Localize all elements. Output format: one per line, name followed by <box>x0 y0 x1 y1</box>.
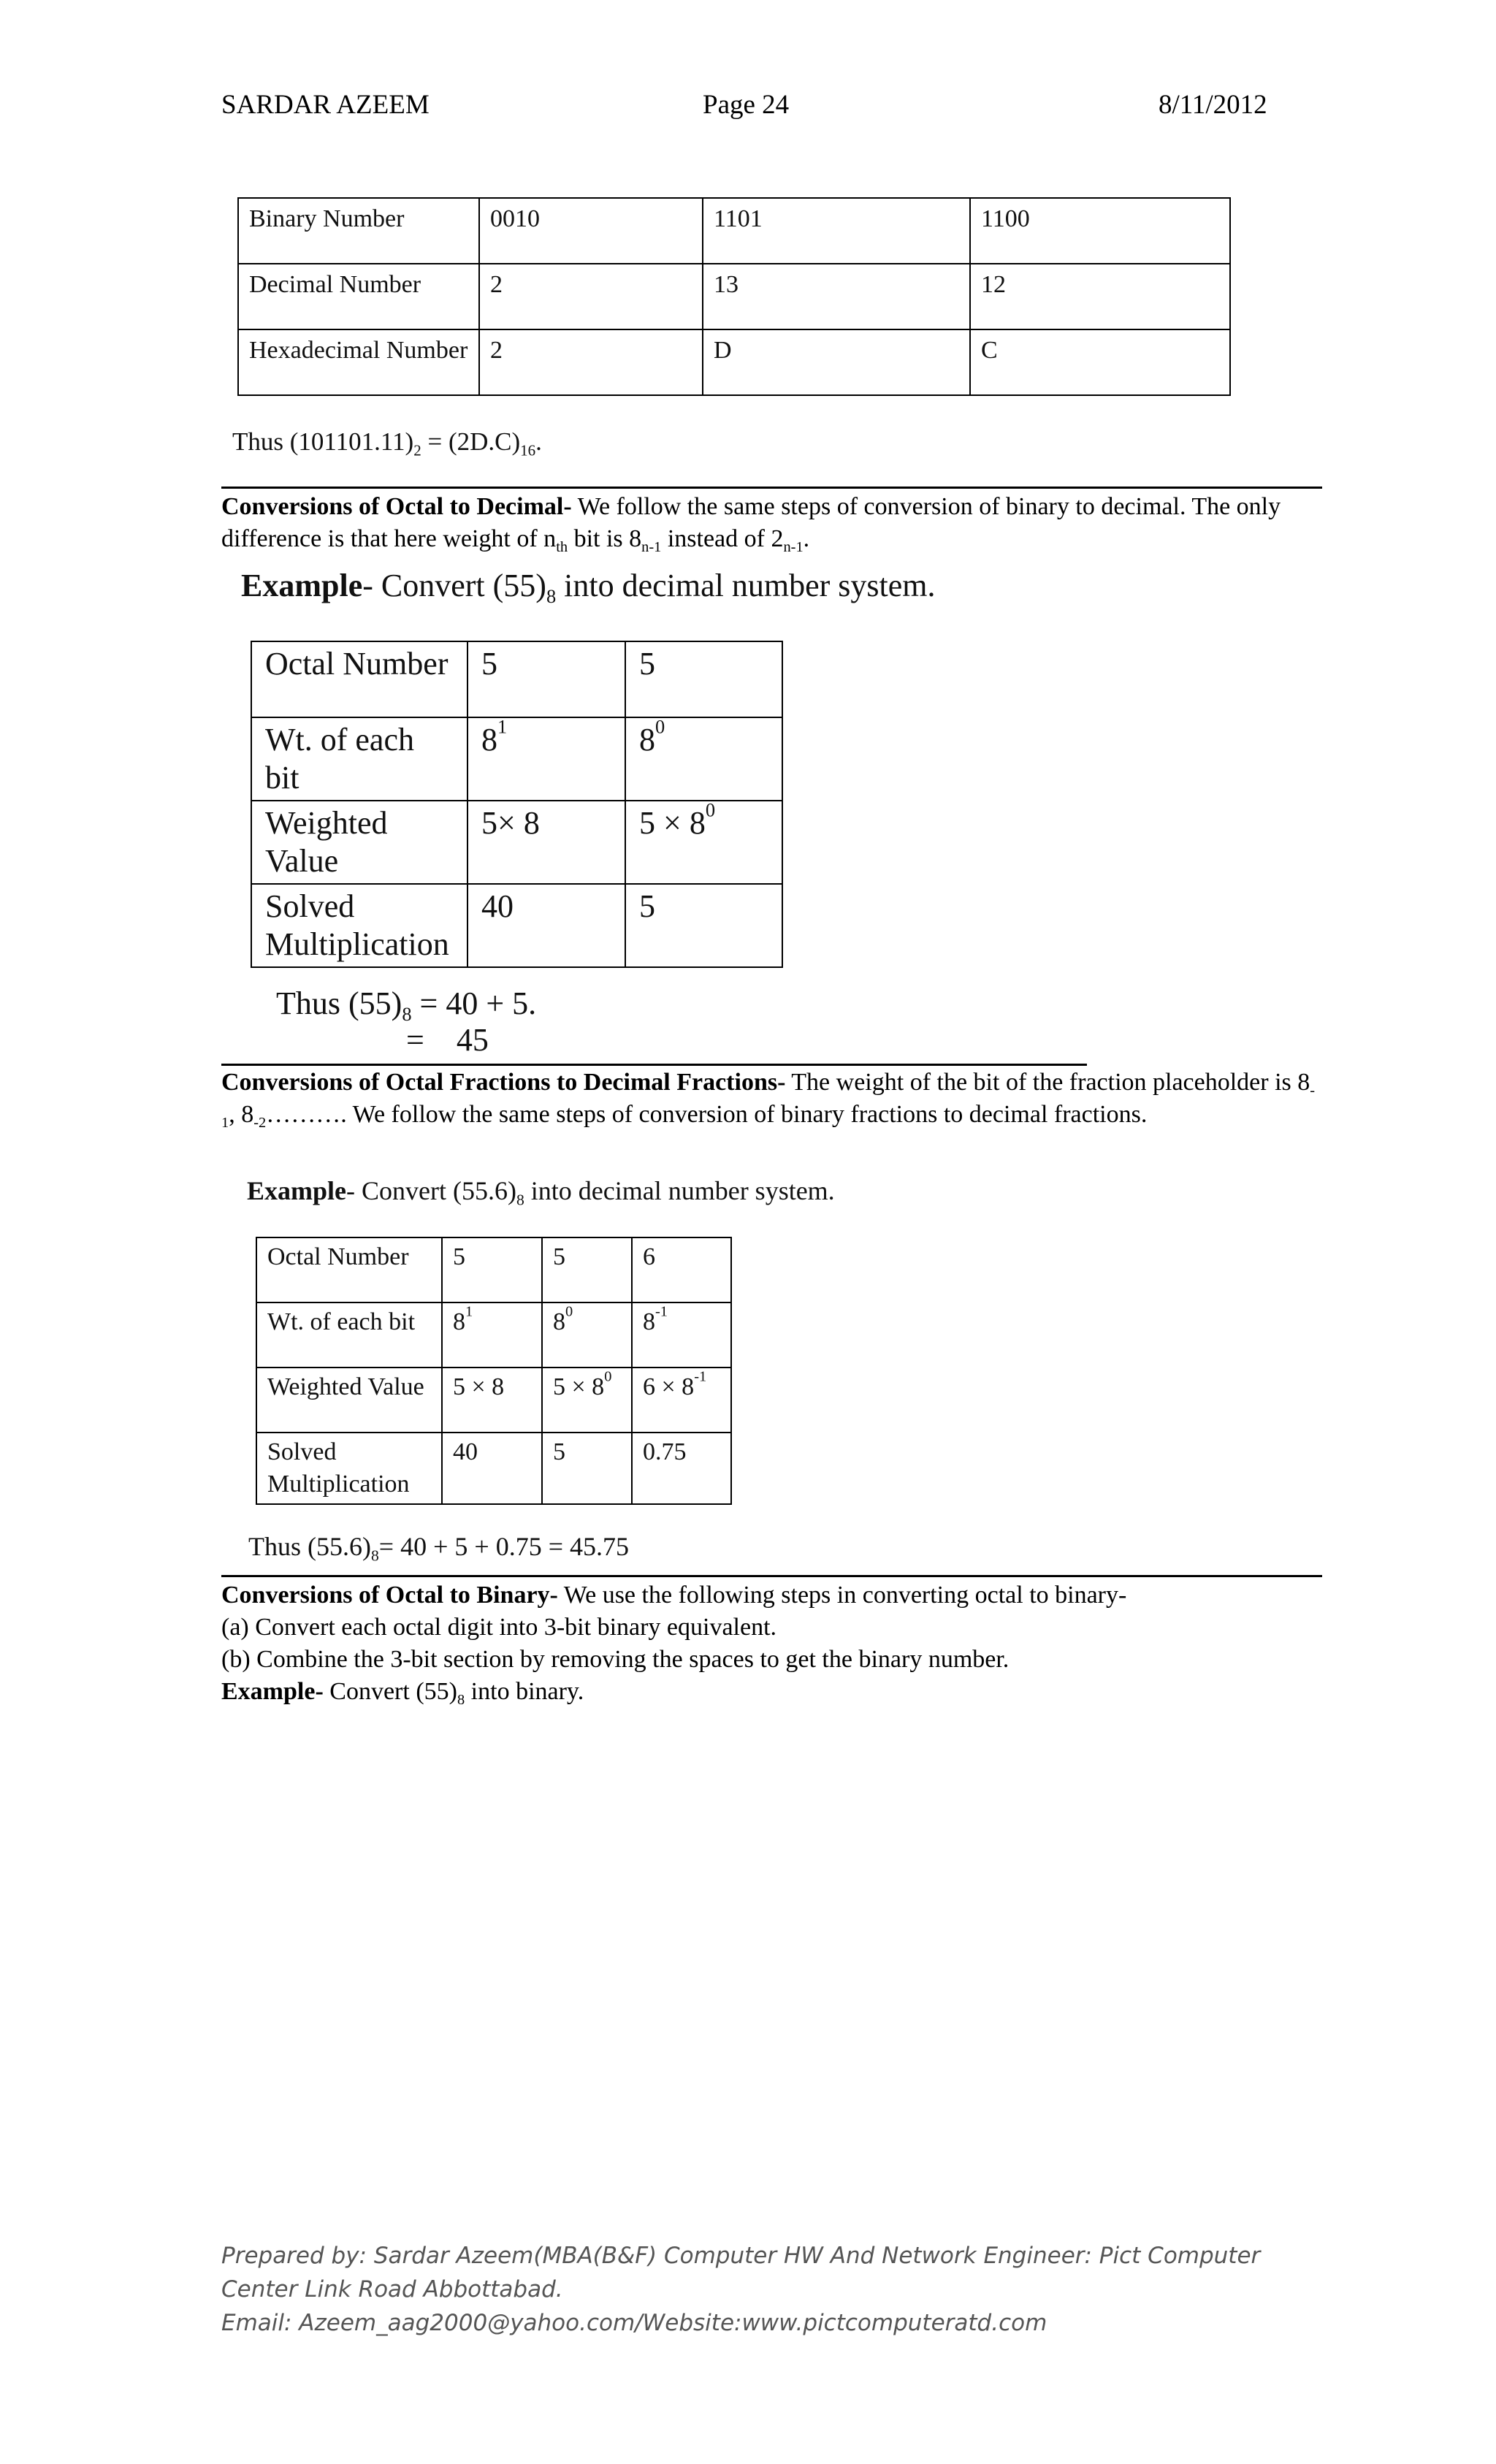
table-cell: Weighted Value <box>251 801 468 884</box>
table-cell: 5 × 8 <box>442 1368 542 1433</box>
table-cell: D <box>703 329 970 395</box>
table-cell: Octal Number <box>251 641 468 717</box>
hex-result: Thus $(101101.11)_2 = (2D.C)_{16}$. <box>232 427 542 459</box>
table-cell: 2 <box>479 329 703 395</box>
octal-decimal-result-line1: Thus $(55)_8 = 40 + 5$. <box>276 985 537 1026</box>
table-cell: 1100 <box>970 198 1230 264</box>
table-cell: 5 <box>542 1237 632 1302</box>
table-cell: 5 <box>542 1433 632 1504</box>
table-cell: 13 <box>703 264 970 329</box>
octal-decimal-result-line2: = 45 <box>406 1022 489 1058</box>
table-row <box>256 1368 731 1433</box>
table-cell: Wt. of each bit <box>256 1302 442 1368</box>
table-row <box>251 717 782 801</box>
header-page: Page 24 <box>703 90 790 120</box>
table-row <box>251 641 782 717</box>
table-row <box>251 801 782 884</box>
octal-binary-paragraph <box>221 1579 1317 1708</box>
octal-binary-step-a: (a) Convert each octal digit into 3-bit binary equivalent. <box>221 1614 777 1641</box>
table-cell: Solved Multiplication <box>256 1433 442 1504</box>
table-cell: 40 <box>468 884 625 967</box>
table-cell: 5 <box>442 1237 542 1302</box>
table-cell: $8^0$ <box>625 717 782 801</box>
table-cell: Octal Number <box>256 1237 442 1302</box>
hex-table <box>237 197 1231 396</box>
section-heading: Conversions of Octal to Binary- <box>221 1582 558 1609</box>
table-cell: 5 <box>625 884 782 967</box>
table-cell: Binary Number <box>238 198 479 264</box>
section-divider <box>221 1064 1087 1066</box>
footer-line: Prepared by: Sardar Azeem(MBA(B&F) Computer HW And Network Engineer: Pict Computer <box>221 2243 1261 2269</box>
octal-binary-intro: Conversions of Octal to Binary- We use the following steps in converting octal to binary- <box>221 1582 1127 1609</box>
table-cell: $8^1$ <box>468 717 625 801</box>
header-date: 8/11/2012 <box>1159 90 1267 120</box>
octal-binary-example: Example- Convert $(55)_8$ into binary. <box>221 1678 584 1709</box>
table-cell: 5× 8 <box>468 801 625 884</box>
section-heading: Conversions of Octal to Decimal- <box>221 493 572 520</box>
table-cell: Solved Multiplication <box>251 884 468 967</box>
table-cell: $5 \times 8^0$ <box>625 801 782 884</box>
footer-email-line: Email: Azeem_aag2000@yahoo.com/Website:www.pictcomputeratd.com <box>221 2310 1047 2336</box>
table-row <box>256 1433 731 1504</box>
octal-fraction-example: Example- Convert $(55.6)_8$ into decimal number system. <box>247 1176 835 1209</box>
table-cell: $5 \times 8^0$ <box>542 1368 632 1433</box>
octal-decimal-example: Example- Convert $(55)_8$ into decimal number system. <box>241 568 936 608</box>
table-row <box>238 198 1230 264</box>
section-divider <box>221 1575 1322 1577</box>
table-row <box>238 329 1230 395</box>
footer <box>221 2239 1390 2340</box>
header-author: SARDAR AZEEM <box>221 90 430 120</box>
table-cell: $6 \times 8^{-1}$ <box>632 1368 731 1433</box>
table-cell: 12 <box>970 264 1230 329</box>
table-cell: Wt. of each bit <box>251 717 468 801</box>
table-cell: C <box>970 329 1230 395</box>
table-cell: 1101 <box>703 198 970 264</box>
table-cell: Weighted Value <box>256 1368 442 1433</box>
section-divider <box>221 487 1322 489</box>
table-cell: $8^{-1}$ <box>632 1302 731 1368</box>
table-row <box>251 884 782 967</box>
table-cell: 0010 <box>479 198 703 264</box>
table-cell: 5 <box>625 641 782 717</box>
section-heading: Conversions of Octal Fractions to Decimal Fractions- <box>221 1069 786 1096</box>
octal-decimal-paragraph: Conversions of Octal to Decimal- We follow the same steps of conversion of binary to decimal. The only difference is that here weight of $n_{th}$ bit is $8_{n-1}$ instead of $2_{n-1}$. <box>221 493 1281 556</box>
table-cell: 5 <box>468 641 625 717</box>
table-row <box>256 1302 731 1368</box>
table-cell: 40 <box>442 1433 542 1504</box>
table-cell: $8^1$ <box>442 1302 542 1368</box>
table-cell: 2 <box>479 264 703 329</box>
octal-fraction-paragraph: Conversions of Octal Fractions to Decimal Fractions- The weight of the bit of the fraction placeholder is $8_{-1}$, $8_{-2}\dots\dots\dots$. We follow the same steps of conversion of binary fractions to decimal fractions. <box>221 1069 1316 1132</box>
table-cell: 0.75 <box>632 1433 731 1504</box>
table-cell: 6 <box>632 1237 731 1302</box>
table-row <box>238 264 1230 329</box>
octal-decimal-table <box>251 641 783 968</box>
table-cell: Hexadecimal Number <box>238 329 479 395</box>
octal-fraction-result: Thus $(55.6)_8= 40 + 5 + 0.75 = 45.75$ <box>248 1532 629 1565</box>
table-cell: Decimal Number <box>238 264 479 329</box>
octal-fraction-table <box>256 1237 732 1505</box>
octal-binary-step-b: (b) Combine the 3-bit section by removing the spaces to get the binary number. <box>221 1646 1010 1673</box>
table-row <box>256 1237 731 1302</box>
table-cell: $8^0$ <box>542 1302 632 1368</box>
footer-line: Center Link Road Abbottabad. <box>221 2276 563 2303</box>
